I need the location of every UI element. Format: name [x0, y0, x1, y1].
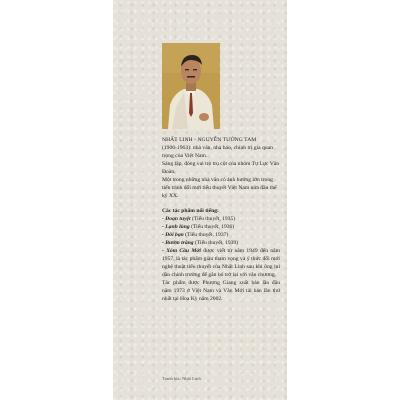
work-note: (Tiểu thuyết, 1936): [189, 224, 235, 230]
author-blurb: [162, 136, 280, 303]
work-note: (Tiểu thuyết, 1937): [183, 232, 229, 238]
list-item: [162, 231, 280, 239]
work-title: - Xóm Cầu Mới: [162, 248, 201, 254]
work-title: - Đôi bạn: [162, 232, 184, 238]
work-note: (Tiểu thuyết, 1935): [190, 216, 236, 222]
cover-credit: Tranh bìa: Nhất Linh: [162, 376, 201, 381]
author-portrait: [162, 43, 220, 129]
list-item: [162, 239, 280, 247]
list-item: [162, 247, 280, 279]
work-note: được viết từ năm 1949 đến năm 1957, là tác phẩm giàu tham vọng và ý thức đổi mới nghệ thuật tiểu thuyết của Nhất Linh sau khi ông lui dần chính trường để gắn bó trở lại với văn chương.: [162, 248, 280, 278]
author-bio-line: Sáng lập, đóng vai trò trụ cột của nhóm Tự Lực Văn Đoàn.: [162, 161, 280, 175]
works-heading: Các tác phẩm nổi tiếng:: [162, 208, 219, 214]
work-note: (Tiểu thuyết, 1939): [193, 240, 239, 246]
author-name: NHẤT LINH - NGUYỄN TƯỜNG TAM: [162, 137, 257, 143]
author-bio-line: Một trong những nhà văn có ảnh hưởng lớn trong tiến trình đổi mới tiểu thuyết Việt Nam nửa đầu thế kỷ XX.: [162, 177, 277, 199]
works-list: [162, 215, 280, 279]
list-item: [162, 223, 280, 231]
work-title: - Lạnh lùng: [162, 224, 190, 230]
author-bio-line: (1906-1963): nhà văn, nhà báo, chính trị gia quan trọng của Việt Nam.: [162, 145, 273, 159]
publication-note: Tác phẩm được Phượng Giang xuất bản lần đầu năm 1973 ở Việt Nam và Văn Mới tái bản lần thứ nhất tại Hoa Kỳ năm 2002.: [162, 280, 280, 302]
work-title: - Đoạn tuyệt: [162, 216, 191, 222]
list-item: [162, 215, 280, 223]
work-title: - Bướm trắng: [162, 240, 194, 246]
